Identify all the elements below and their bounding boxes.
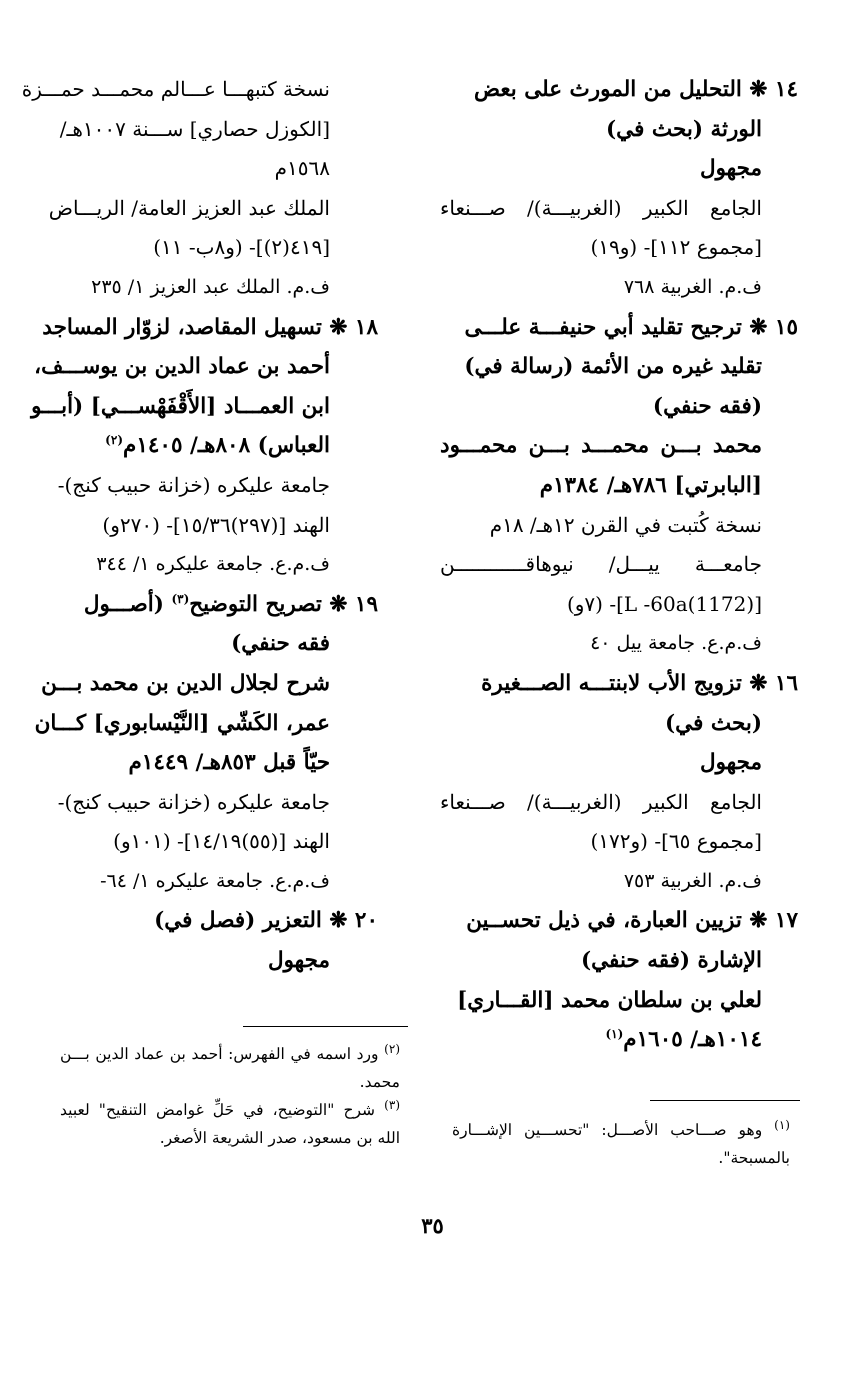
footnote-ref: (١) <box>605 1027 624 1042</box>
entry-number: ٢٠ <box>354 908 378 934</box>
entry-info: جامعة عليكره (خزانة حبيب كنج)- <box>57 789 330 814</box>
entry-author: لعلي بن سلطان محمد [القـــاري] <box>457 987 762 1013</box>
entry-author: مجهول <box>699 156 762 182</box>
entry-title-line: الإشارة (فقه حنفي) <box>580 948 762 974</box>
entry-number: ١٥ <box>774 314 798 340</box>
continued-info: نسخة كتبهـــا عـــالم محمـــد حمـــزة <box>21 77 330 101</box>
star-icon: ❋ <box>749 908 768 934</box>
entry-title: (أصـــول <box>83 591 164 617</box>
continued-info: ١٥٦٨م <box>274 156 330 181</box>
entry-author: حيّاً قبل ٨٥٣هـ/ ١٤٤٩م <box>128 750 330 776</box>
entry-info: الجامع الكبير (الغربيـــة)/ صـــنعاء <box>440 789 762 814</box>
entry-title: تصريح التوضيح <box>189 591 322 617</box>
entry-number: ١٦ <box>774 670 798 696</box>
footnote-mark: (١) <box>774 1117 790 1132</box>
continued-info: الملك عبد العزيز العامة/ الريـــاض <box>48 195 330 220</box>
entry-info: الهند [(٢٩٧)١٥/٣٦]- (٢٧٠و) <box>102 512 330 537</box>
left-column <box>21 70 378 981</box>
entry-title: تزيين العبارة، في ذيل تحســين <box>466 908 742 934</box>
entry-17-heading <box>440 901 798 941</box>
entry-author: مجهول <box>699 750 762 776</box>
entry-title-line: تقليد غيره من الأئمة (رسالة في) <box>464 354 762 380</box>
entry-author: [البابرتي] ٧٨٦هـ/ ١٣٨٤م <box>539 472 762 498</box>
entry-14-heading <box>440 70 798 110</box>
entry-16-heading <box>440 664 798 704</box>
entry-title: التعزير (فصل في) <box>154 908 322 934</box>
star-icon: ❋ <box>749 77 768 102</box>
entry-15-heading <box>440 308 798 348</box>
author-dates: ١٠١٤هـ/ ١٦٠٥م <box>623 1027 762 1053</box>
footnote-ref: (٢) <box>105 433 123 448</box>
star-icon: ❋ <box>329 908 348 934</box>
entry-number: ١٧ <box>774 908 798 934</box>
footnote-separator <box>650 1100 800 1101</box>
entry-title-line: (بحث في) <box>664 710 762 736</box>
entry-title-line: فقه حنفي) <box>231 631 330 657</box>
footnotes-right <box>452 1116 790 1172</box>
entry-18-heading <box>42 308 378 348</box>
entry-number: ١٩ <box>354 591 378 617</box>
continued-info: [الكوزل حصاري] ســـنة ١٠٠٧هـ/ <box>59 116 330 141</box>
entry-title: ترجيح تقليد أبي حنيفـــة علـــى <box>464 314 742 340</box>
entry-author: محمد بـــن محمـــد بـــن محمـــود <box>440 433 762 459</box>
footnote-text: وهو صـــاحب الأصـــل: "تحســـين الإشـــارة <box>452 1121 763 1139</box>
entry-author: أحمد بن عماد الدين بن يوســـف، <box>34 354 330 380</box>
footnote <box>60 1096 400 1124</box>
entry-title-line: (فقه حنفي) <box>652 393 762 419</box>
continued-info: ف.م. الملك عبد العزيز ١/ ٢٣٥ <box>91 275 330 298</box>
entry-info: [مجموع ٦٥]- (و١٧٢) <box>590 829 762 854</box>
author-dates: العباس) ٨٠٨هـ/ ١٤٠٥م <box>123 433 330 459</box>
entry-author: ابن العمـــاد [الأَقْفَهْســـي] (أبـــو <box>31 393 330 419</box>
star-icon: ❋ <box>329 314 348 340</box>
star-icon: ❋ <box>749 314 768 340</box>
footnote-text: شرح "التوضيح، في حَلِّ غوامض التنقيح" لعبيد <box>60 1101 376 1119</box>
entry-info: جامعـــة ييـــل/ نيوهاقــــــــــــن <box>440 552 762 577</box>
entry-info: [مجموع ١١٢]- (و١٩) <box>590 235 762 260</box>
entry-title: تسهيل المقاصد، لزوّار المساجد <box>42 314 322 340</box>
entry-info: ف.م.ع. جامعة ييل ٤٠ <box>590 632 762 655</box>
footnote-text: محمد. <box>359 1073 400 1091</box>
footnote-separator <box>243 1026 408 1027</box>
star-icon: ❋ <box>329 591 348 617</box>
entry-title: تزويج الأب لابنتـــه الصـــغيرة <box>481 670 742 696</box>
footnote-mark: (٣) <box>384 1097 400 1112</box>
entry-title: التحليل من المورث على بعض <box>474 77 742 102</box>
entry-info: ف.م.ع. جامعة عليكره ١/ ٣٤٤ <box>96 553 330 576</box>
entry-number: ١٨ <box>354 314 378 340</box>
star-icon: ❋ <box>749 670 768 696</box>
footnote-text: ورد اسمه في الفهرس: أحمد بن عماد الدين بـــن <box>60 1045 379 1063</box>
right-column <box>440 70 798 1060</box>
entry-info: الهند [(٥٥)١٤/١٩]- (١٠١و) <box>113 829 330 854</box>
footnote-text: الله بن مسعود، صدر الشريعة الأصغر. <box>159 1129 400 1147</box>
footnotes-left <box>60 1040 400 1152</box>
page-number: ٣٥ <box>421 1213 444 1238</box>
entry-author <box>440 1020 798 1060</box>
entry-info: ف.م.ع. جامعة عليكره ١/ ٦٤- <box>100 869 330 892</box>
footnote <box>452 1116 790 1144</box>
entry-info: جامعة عليكره (خزانة حبيب كنج)- <box>57 472 330 497</box>
entry-author <box>60 426 378 466</box>
entry-info: الجامع الكبير (الغربيـــة)/ صـــنعاء <box>440 195 762 220</box>
entry-title-line: الورثة (بحث في) <box>605 116 762 142</box>
footnote <box>60 1040 400 1068</box>
entry-info: ف.م. الغربية ٧٦٨ <box>623 275 762 298</box>
entry-20-heading <box>60 901 378 941</box>
entry-info: نسخة كُتبت في القرن ١٢هـ/ ١٨م <box>489 512 762 537</box>
entry-info: [(1172)L -60a]- (٧و) <box>566 591 762 616</box>
entry-info: ف.م. الغربية ٧٥٣ <box>623 869 762 892</box>
entry-author: مجهول <box>267 948 330 974</box>
entry-19-heading <box>60 585 378 625</box>
entry-author: عمر، الكَشّي [النَّيْسابوري] كـــان <box>34 710 330 736</box>
entry-number: ١٤ <box>774 77 798 102</box>
entry-author: شرح لجلال الدين بن محمد بـــن <box>41 670 330 696</box>
continued-info: [٤١٩(٢)]- (و٨ب- ١١) <box>153 235 330 260</box>
footnote-text: بالمسبحة". <box>718 1149 790 1167</box>
footnote-ref: (٣) <box>171 591 190 606</box>
footnote-mark: (٢) <box>384 1041 400 1056</box>
